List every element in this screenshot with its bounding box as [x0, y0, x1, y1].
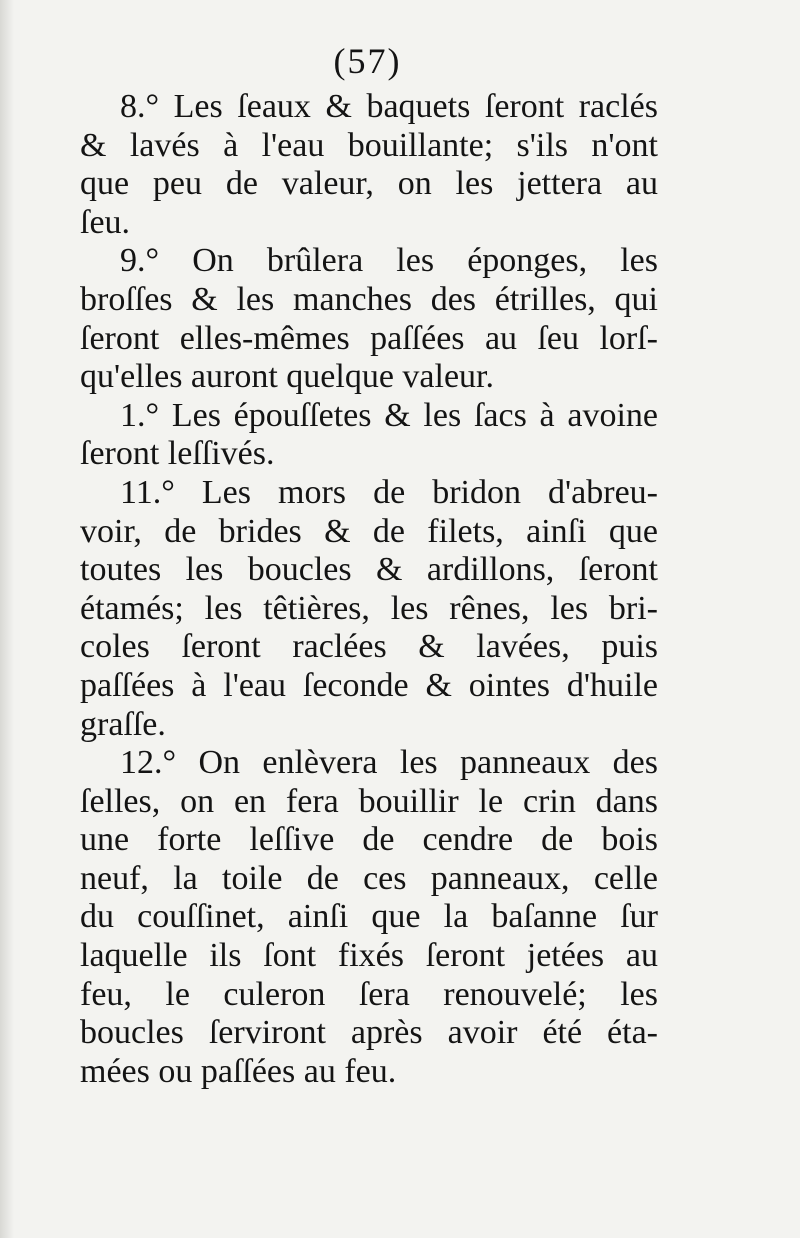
text-line: étamés; les têtières, les rênes, les bri-	[80, 589, 658, 627]
text-line: laquelle ils ſont fixés ſeront jetées au	[80, 937, 658, 975]
text-line: toutes les boucles & ardillons, ſeront	[80, 551, 658, 589]
text-line: feu, le culeron ſera renouvelé; les	[80, 975, 658, 1013]
text-line: coles ſeront raclées & lavées, puis	[80, 628, 658, 666]
text-line: neuf, la toile de ces panneaux, celle	[80, 859, 658, 897]
text-line: boucles ſerviront après avoir été éta-	[80, 1014, 658, 1052]
paragraph-12	[80, 744, 658, 1091]
text-line: broſſes & les manches des étrilles, qui	[80, 280, 658, 318]
paragraph-1	[80, 397, 658, 474]
text-line: 8.° Les ſeaux & baquets ſeront raclés	[120, 88, 658, 125]
text-line: paſſées à l'eau ſeconde & ointes d'huile	[80, 666, 658, 704]
page-number: (57)	[333, 41, 402, 81]
text-line: 9.° On brûlera les éponges, les	[120, 242, 658, 280]
page-text	[80, 88, 658, 1091]
text-line: ſelles, on en fera bouillir le crin dans	[80, 782, 658, 820]
text-line: mées ou paſſées au feu.	[80, 1052, 397, 1090]
text-line: ſeront elles-mêmes paſſées au ſeu lorſ-	[80, 319, 658, 357]
text-line: graſſe.	[80, 705, 166, 743]
text-line: 1.° Les épouſſetes & les ſacs à avoine	[120, 396, 658, 434]
text-line: & lavés à l'eau bouillante; s'ils n'ont	[80, 126, 658, 164]
paragraph-8	[80, 88, 658, 242]
text-line: 12.° On enlèvera les panneaux des	[120, 744, 658, 782]
text-line: ſeu.	[80, 203, 131, 241]
text-line: que peu de valeur, on les jettera au	[80, 165, 658, 203]
text-line: ſeront leſſivés.	[80, 435, 275, 473]
text-line: qu'elles auront quelque valeur.	[80, 358, 494, 396]
paragraph-11	[80, 474, 658, 744]
text-line: du couſſinet, ainſi que la baſanne ſur	[80, 898, 658, 936]
paragraph-9	[80, 242, 658, 396]
text-line: voir, de brides & de filets, ainſi que	[80, 512, 658, 550]
text-line: une forte leſſive de cendre de bois	[80, 821, 658, 859]
text-line: 11.° Les mors de bridon d'abreu-	[120, 473, 658, 511]
